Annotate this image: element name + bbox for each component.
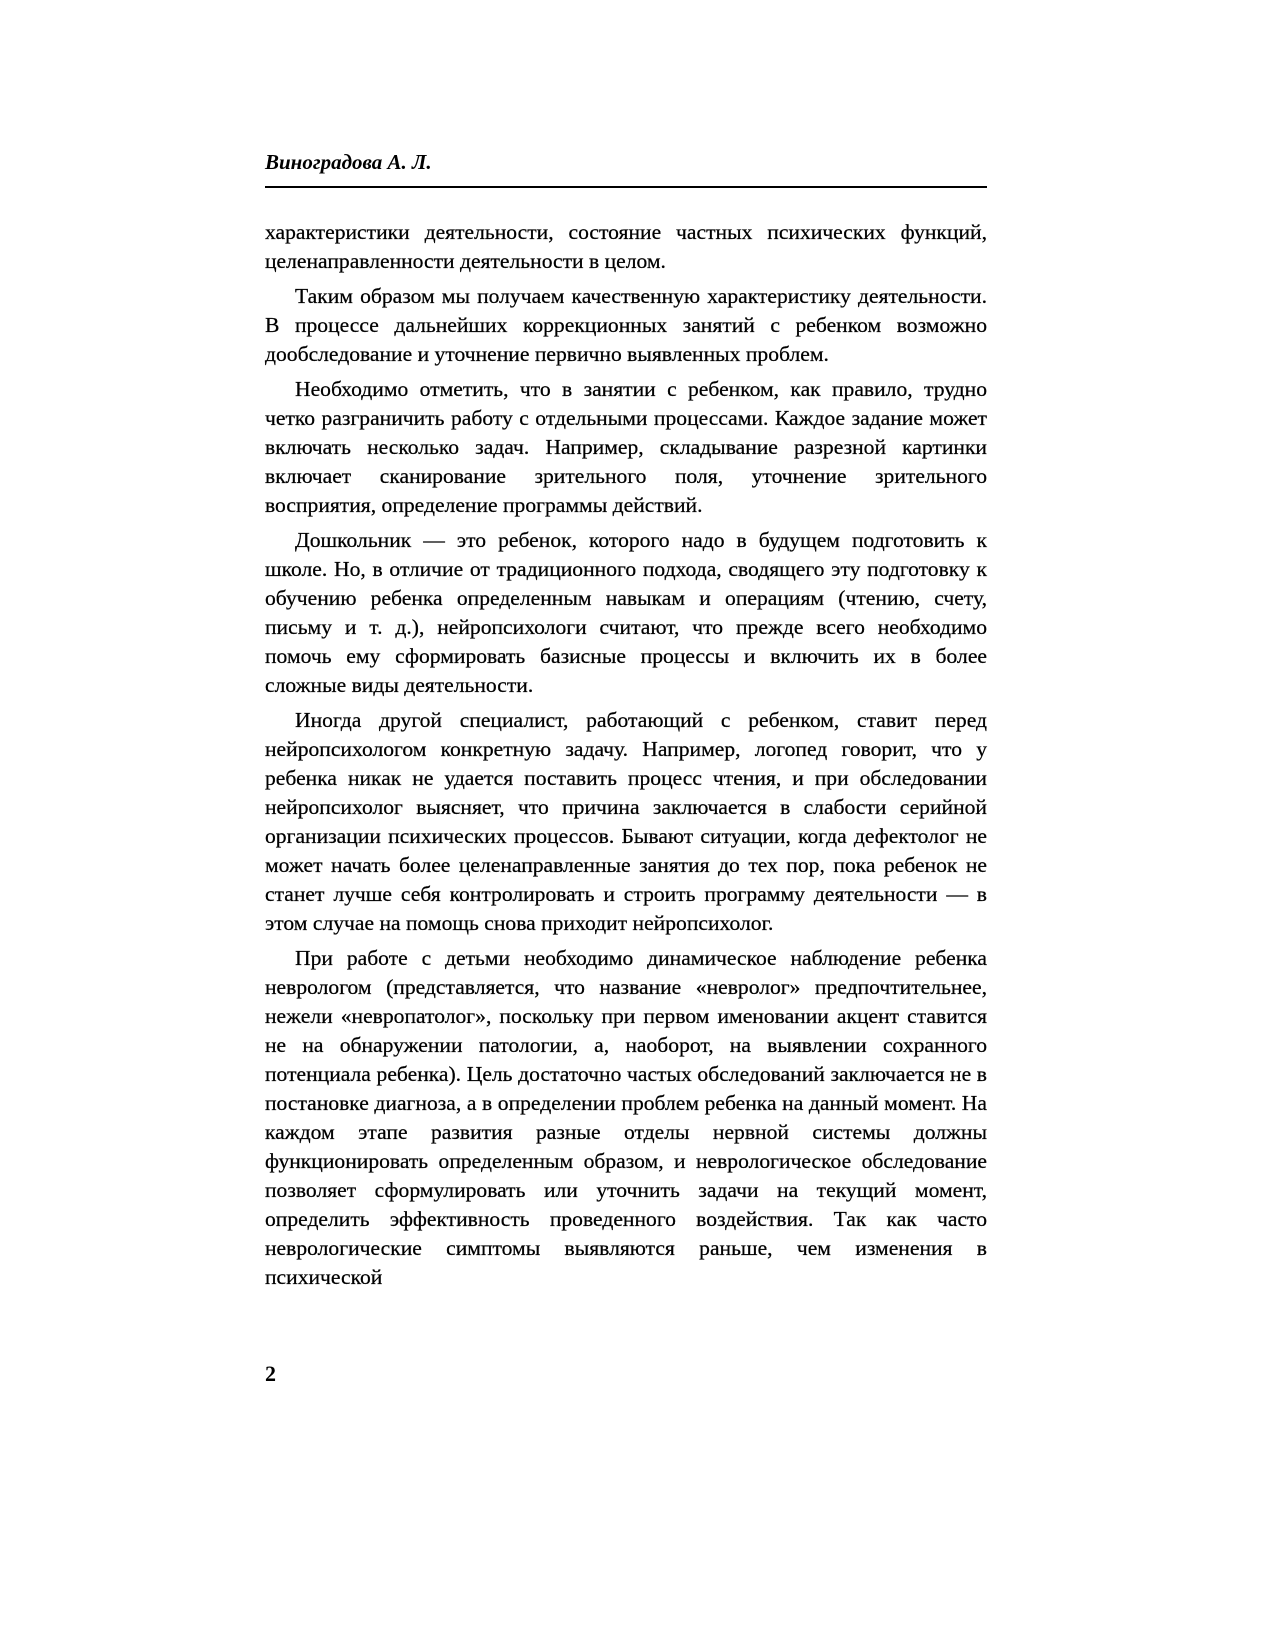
- body-text: [265, 218, 987, 1298]
- page-number: 2: [265, 1361, 276, 1386]
- paragraph: Таким образом мы получаем качественную характеристику деятельности. В процессе дальнейших коррекционных занятий с ребенком возможно дообследование и уточнение первично выявленных проблем.: [265, 284, 987, 366]
- paragraph: Иногда другой специалист, работающий с ребенком, ставит перед нейропсихологом конкретную задачу. Например, логопед говорит, что у ребенка никак не удается поставить процесс чтения, и при обследовании нейропсихолог выясняет, что причина заключается в слабости серийной организации психических процессов. Бывают ситуации, когда дефектолог не может начать более целенаправленные занятия до тех пор, пока ребенок не станет лучше себя контролировать и строить программу деятельности — в этом случае на помощь снова приходит нейропсихолог.: [265, 708, 987, 935]
- running-head-author: Виноградова А. Л.: [265, 148, 987, 188]
- paragraph: При работе с детьми необходимо динамическое наблюдение ребенка неврологом (представляется, что название «невролог» предпочтительнее, нежели «невропатолог», поскольку при первом именовании акцент ставится не на обнаружении патологии, а, наоборот, на выявлении сохранного потенциала ребенка). Цель достаточно частых обследований заключается не в постановке диагноза, а в определении проблем ребенка на данный момент. На каждом этапе развития разные отделы нервной системы должны функционировать определенным образом, и неврологическое обследование позволяет сформулировать или уточнить задачи на текущий момент, определить эффективность проведенного воздействия. Так как часто неврологические симптомы выявляются раньше, чем изменения в психической: [265, 946, 987, 1289]
- paragraph: Необходимо отметить, что в занятии с ребенком, как правило, трудно четко разграничить работу с отдельными процессами. Каждое задание может включать несколько задач. Например, складывание разрезной картинки включает сканирование зрительного поля, уточнение зрительного восприятия, определение программы действий.: [265, 377, 987, 517]
- paragraph-continuation: характеристики деятельности, состояние частных психических функций, целенаправленности деятельности в целом.: [265, 220, 987, 273]
- paragraph: Дошкольник — это ребенок, которого надо в будущем подготовить к школе. Но, в отличие от традиционного подхода, сводящего эту подготовку к обучению ребенка определенным навыкам и операциям (чтению, счету, письму и т. д.), нейропсихологи считают, что прежде всего необходимо помочь ему сформировать базисные процессы и включить их в более сложные виды деятельности.: [265, 528, 987, 697]
